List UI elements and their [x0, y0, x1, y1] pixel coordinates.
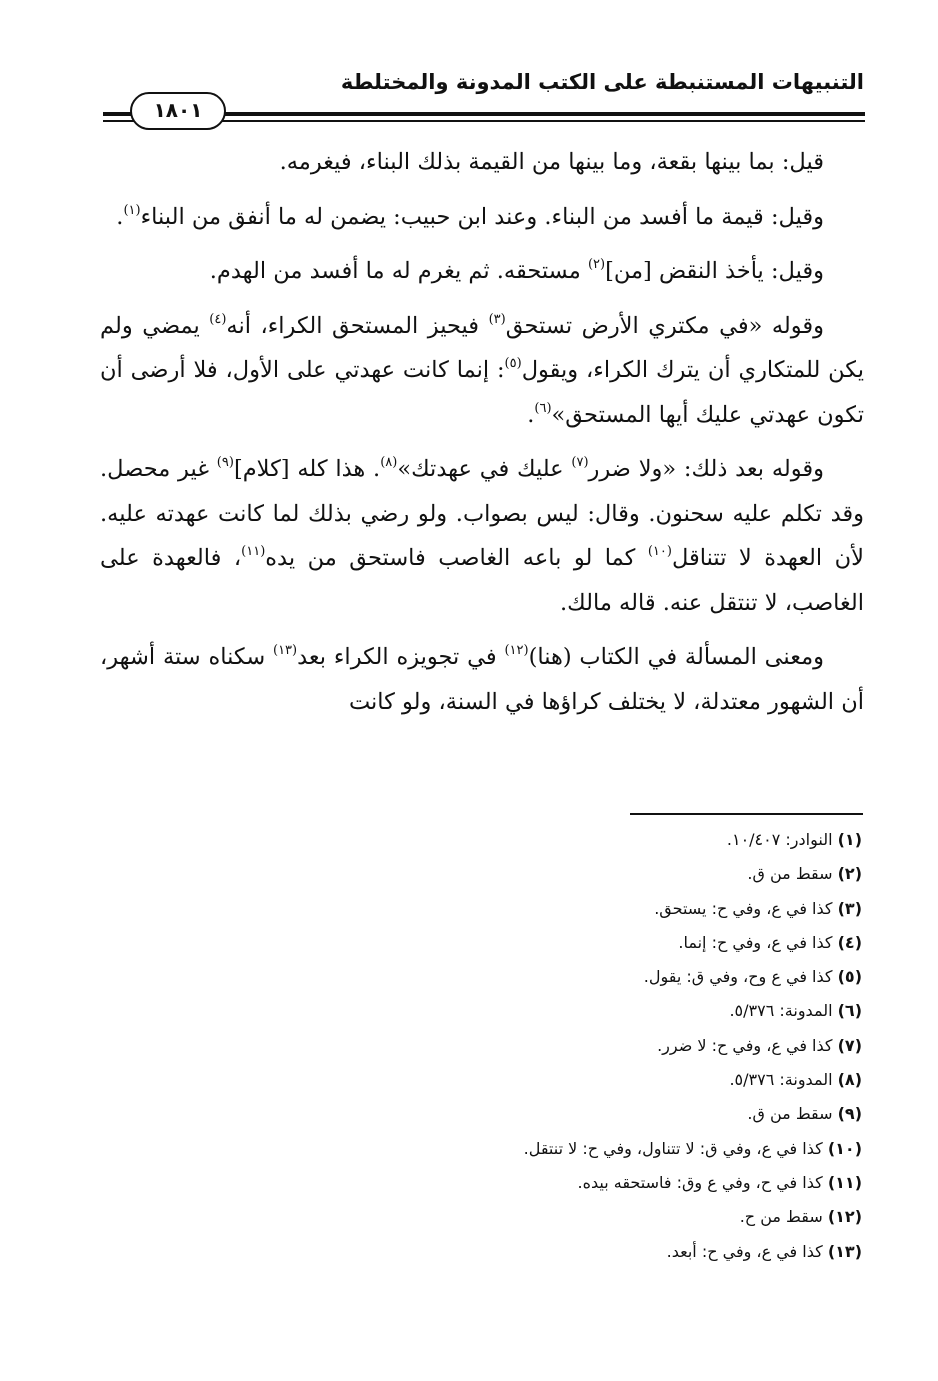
footnote-ref: (٣)	[488, 311, 506, 327]
footnote-item: (٤) كذا في ع، وفي ح: إنما.	[678, 932, 862, 952]
footnote-item: (٧) كذا في ع، وفي ح: لا ضرر.	[657, 1035, 862, 1055]
footnote-item: (١٠) كذا في ع، وفي ق: لا تتناول، وفي ح: لا تنتقل.	[523, 1138, 862, 1158]
paragraph: قيل: بما بينها بقعة، وما بينها من القيمة بذلك البناء، فيغرمه.	[279, 149, 824, 175]
paragraph: وقيل: قيمة ما أفسد من البناء. وعند ابن حبيب: يضمن له ما أنفق من البناء$^{(١)}$.	[116, 202, 824, 230]
footnote-ref: (٨)	[380, 455, 398, 470]
footnotes-list	[300, 823, 862, 1269]
running-header-title: التنبيهات المستنبطة على الكتب المدونة والمختلطة	[340, 70, 864, 94]
footnote-item: (١٢) سقط من ح.	[739, 1207, 862, 1227]
footnote-ref: (٢)	[587, 257, 606, 272]
footnote-ref: (١)	[123, 202, 141, 218]
footnote-item: (١١) كذا في ح، وفي ع وق: فاستحقه بيده.	[577, 1172, 862, 1192]
footnote-ref: (٧)	[571, 455, 589, 470]
main-text	[100, 140, 864, 734]
paragraph: ومعنى المسألة في الكتاب (هنا)$^{(١٢)}$ في تجويزه الكراء بعد$^{(١٣)}$ سكناه ستة أشهر، أن الشهور معتدلة، لا يختلف كراؤها في السنة، ولو كانت	[100, 643, 864, 715]
footnote-item: (١) النوادر: ١٠/٤٠٧.	[726, 830, 862, 849]
footnote-ref: (٤)	[209, 311, 227, 327]
footnote-ref: (٥)	[504, 356, 522, 371]
footnote-ref: (١١)	[241, 544, 266, 559]
footnote-ref: (١٣)	[273, 643, 298, 658]
footnote-ref: (١٢)	[504, 643, 529, 658]
paragraph: وقيل: يأخذ النقض [من]$^{(٢)}$ مستحقه. ثم يغرم له ما أفسد من الهدم.	[209, 257, 824, 284]
footnote-separator	[630, 813, 863, 815]
footnote-item: (١٣) كذا في ع، وفي ح: أبعد.	[666, 1241, 862, 1261]
footnote-item: (٣) كذا في ع، وفي ح: يستحق.	[654, 898, 862, 918]
paragraph: وقوله «في مكتري الأرض تستحق$^{(٣)}$ فيحيز المستحق الكراء، أنه$^{(٤)}$ يمضي ولم يكن للمتكاري أن يترك الكراء، ويقول$^{(٥)}$: إنما كانت عهدتي على الأول، فلا أرضى أن تكون عهدتي عليك أيها المستحق»$^{(٦)}$.	[100, 311, 864, 428]
footnote-ref: (١٠)	[647, 544, 672, 559]
paragraph: وقوله بعد ذلك: «ولا ضرر$^{(٧)}$ عليك في عهدتك»$^{(٨)}$. هذا كله [كلام]$^{(٩)}$ غير محصل. وقد تكلم عليه سحنون. وقال: ليس بصواب. ولو رضي بذلك لما كانت عهدته عليه. لأن العهدة لا تتناقل$^{(١٠)}$ كما لو باعه الغاصب فاستحق من يده$^{(١١)}$، فالعهدة على الغاصب، لا تنتقل عنه. قاله مالك.	[100, 455, 864, 616]
footnote-item: (٢) سقط من ق.	[747, 864, 862, 884]
page-number: ١٨٠١	[130, 92, 226, 130]
footnote-item: (٩) سقط من ق.	[747, 1104, 862, 1124]
footnote-item: (٥) كذا في ع وح، وفي ق: يقول.	[643, 967, 862, 987]
footnote-ref: (٦)	[534, 400, 552, 416]
footnote-item: (٦) المدونة: ٥/٣٧٦.	[729, 1001, 862, 1021]
footnote-item: (٨) المدونة: ٥/٣٧٦.	[729, 1070, 862, 1090]
footnote-ref: (٩)	[216, 455, 234, 470]
